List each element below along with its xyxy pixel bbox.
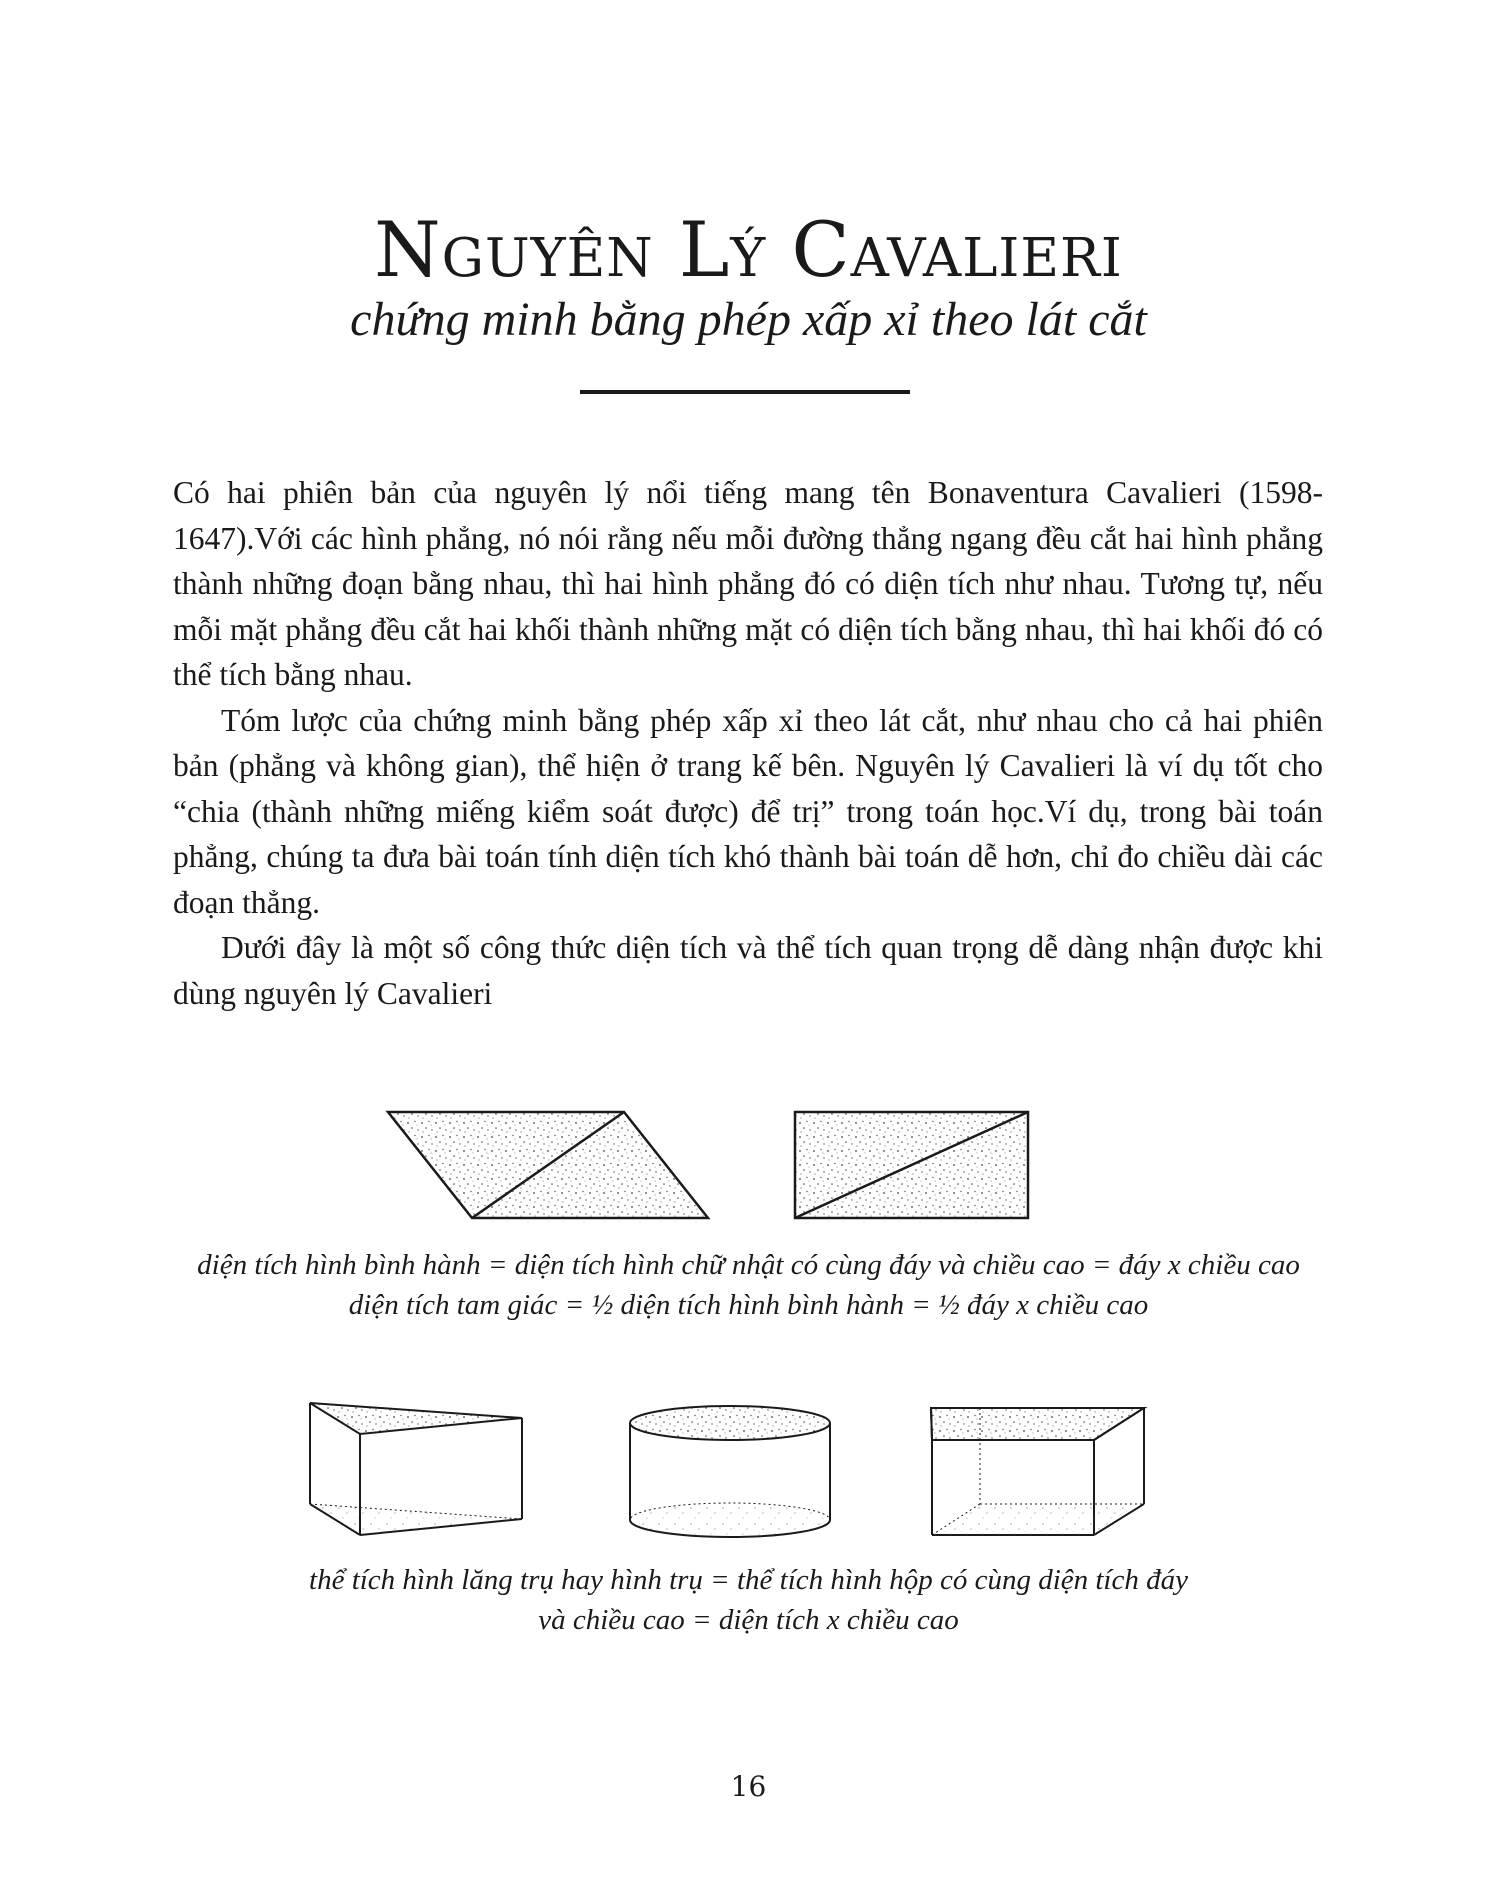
cylinder-icon (630, 1406, 830, 1537)
caption-line: và chiều cao = diện tích x chiều cao (538, 1604, 959, 1636)
page-title: Nguyên Lý Cavalieri (374, 205, 1123, 294)
page-number: 16 (730, 1770, 767, 1803)
parallelogram-icon (388, 1112, 708, 1218)
caption-line: diện tích tam giác = ½ diện tích hình bình hành = ½ đáy x chiều cao (348, 1289, 1149, 1321)
paragraph-3: Dưới đây là một số công thức diện tích và thể tích quan trọng dễ dàng nhận được khi dùng nguyên lý Cavalieri (173, 930, 1323, 1011)
paragraph-2: Tóm lược của chứng minh bằng phép xấp xỉ theo lát cắt, như nhau cho cả hai phiên bản (phẳng và không gian), thể hiện ở trang kế bên. Nguyên lý Cavalieri là ví dụ tốt cho “chia (thành những miếng kiểm soát được) để trị” trong toán học.Ví dụ, trong bài toán phẳng, chúng ta đưa bài toán tính diện tích khó thành bài toán dễ hơn, chỉ đo chiều dài các đoạn thẳng. (173, 702, 1323, 920)
solid-figures-caption (0, 1560, 1497, 1640)
triangular-prism-icon (310, 1403, 522, 1535)
caption-line: diện tích hình bình hành = diện tích hình chữ nhật có cùng đáy và chiều cao = đáy x chiều cao (197, 1249, 1300, 1281)
caption-line: thể tích hình lăng trụ hay hình trụ = thể tích hình hộp có cùng diện tích đáy (309, 1564, 1188, 1596)
paragraph-1: Có hai phiên bản của nguyên lý nổi tiếng mang tên Bonaventura Cavalieri (1598-1647).Với các hình phẳng, nó nói rằng nếu mỗi đường thẳng ngang đều cắt hai hình phẳng thành những đoạn bằng nhau, thì hai hình phẳng đó có diện tích như nhau. Tương tự, nếu mỗi mặt phẳng đều cắt hai khối thành những mặt có diện tích bằng nhau, thì hai khối đó có thể tích bằng nhau. (173, 475, 1323, 692)
plane-figures-caption (0, 1245, 1497, 1325)
page-subtitle: chứng minh bằng phép xấp xỉ theo lát cắt (350, 293, 1147, 346)
rectangle-icon (795, 1112, 1028, 1218)
box-icon (931, 1408, 1144, 1535)
